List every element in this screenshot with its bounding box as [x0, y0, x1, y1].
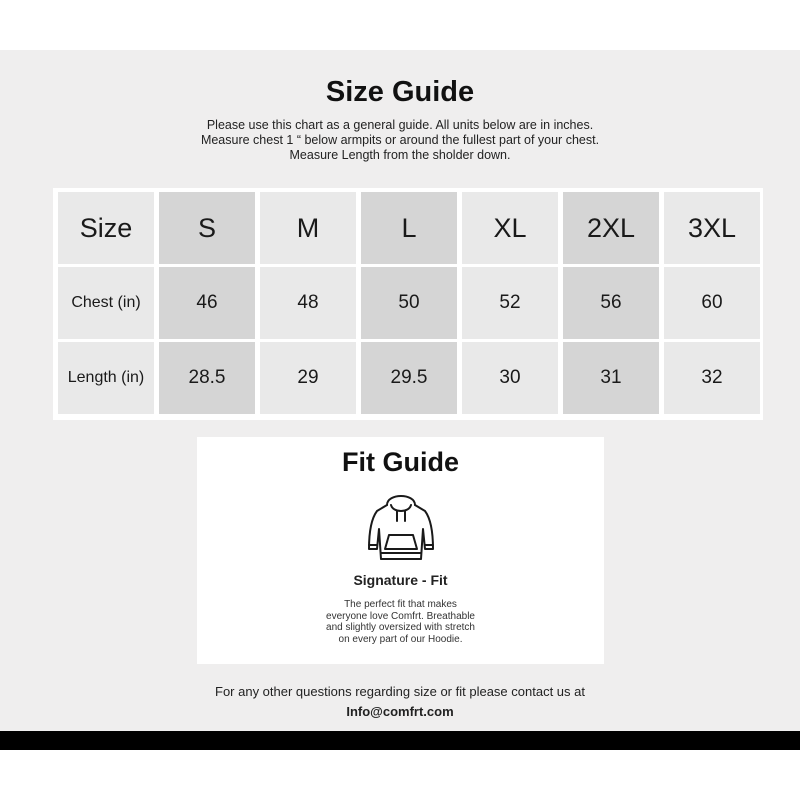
length-2xl: 31: [563, 342, 659, 414]
bottom-bar: [0, 731, 800, 750]
header-cell-xl: XL: [462, 192, 558, 264]
contact-email[interactable]: Info@comfrt.com: [346, 704, 454, 719]
intro-line: Measure Length from the sholder down.: [289, 148, 511, 162]
chest-xl: 52: [462, 267, 558, 339]
fit-guide-card: [197, 437, 604, 664]
header-cell-3xl: 3XL: [664, 192, 760, 264]
size-guide-title: Size Guide: [325, 76, 475, 108]
length-s: 28.5: [159, 342, 255, 414]
fit-description-line: everyone love Comfrt. Breathable: [326, 610, 475, 622]
header-cell-l: L: [361, 192, 457, 264]
fit-name: Signature - Fit: [353, 572, 448, 588]
length-xl: 30: [462, 342, 558, 414]
row-label-chest: Chest (in): [58, 267, 154, 339]
intro-line: Please use this chart as a general guide. All units below are in inches.: [206, 118, 594, 132]
size-guide-intro: [0, 118, 800, 163]
header-cell-2xl: 2XL: [563, 192, 659, 264]
fit-guide-title: Fit Guide: [342, 447, 459, 477]
fit-description-line: The perfect fit that makes: [344, 599, 457, 610]
header-cell-size: Size: [58, 192, 154, 264]
fit-description-line: and slightly oversized with stretch: [326, 622, 475, 633]
size-table: [53, 188, 763, 420]
length-l: 29.5: [361, 342, 457, 414]
chest-3xl: 60: [664, 267, 760, 339]
length-m: 29: [260, 342, 356, 414]
chest-m: 48: [260, 267, 356, 339]
header-cell-s: S: [159, 192, 255, 264]
fit-description: [197, 599, 604, 645]
row-label-length: Length (in): [58, 342, 154, 414]
intro-line: Measure chest 1 “ below armpits or around the fullest part of your chest.: [200, 133, 600, 147]
contact-text: For any other questions regarding size or fit please contact us at: [215, 684, 585, 699]
chest-l: 50: [361, 267, 457, 339]
chest-2xl: 56: [563, 267, 659, 339]
length-3xl: 32: [664, 342, 760, 414]
fit-description-line: on every part of our Hoodie.: [338, 633, 463, 645]
chest-s: 46: [159, 267, 255, 339]
hoodie-icon: [365, 489, 437, 563]
header-cell-m: M: [260, 192, 356, 264]
